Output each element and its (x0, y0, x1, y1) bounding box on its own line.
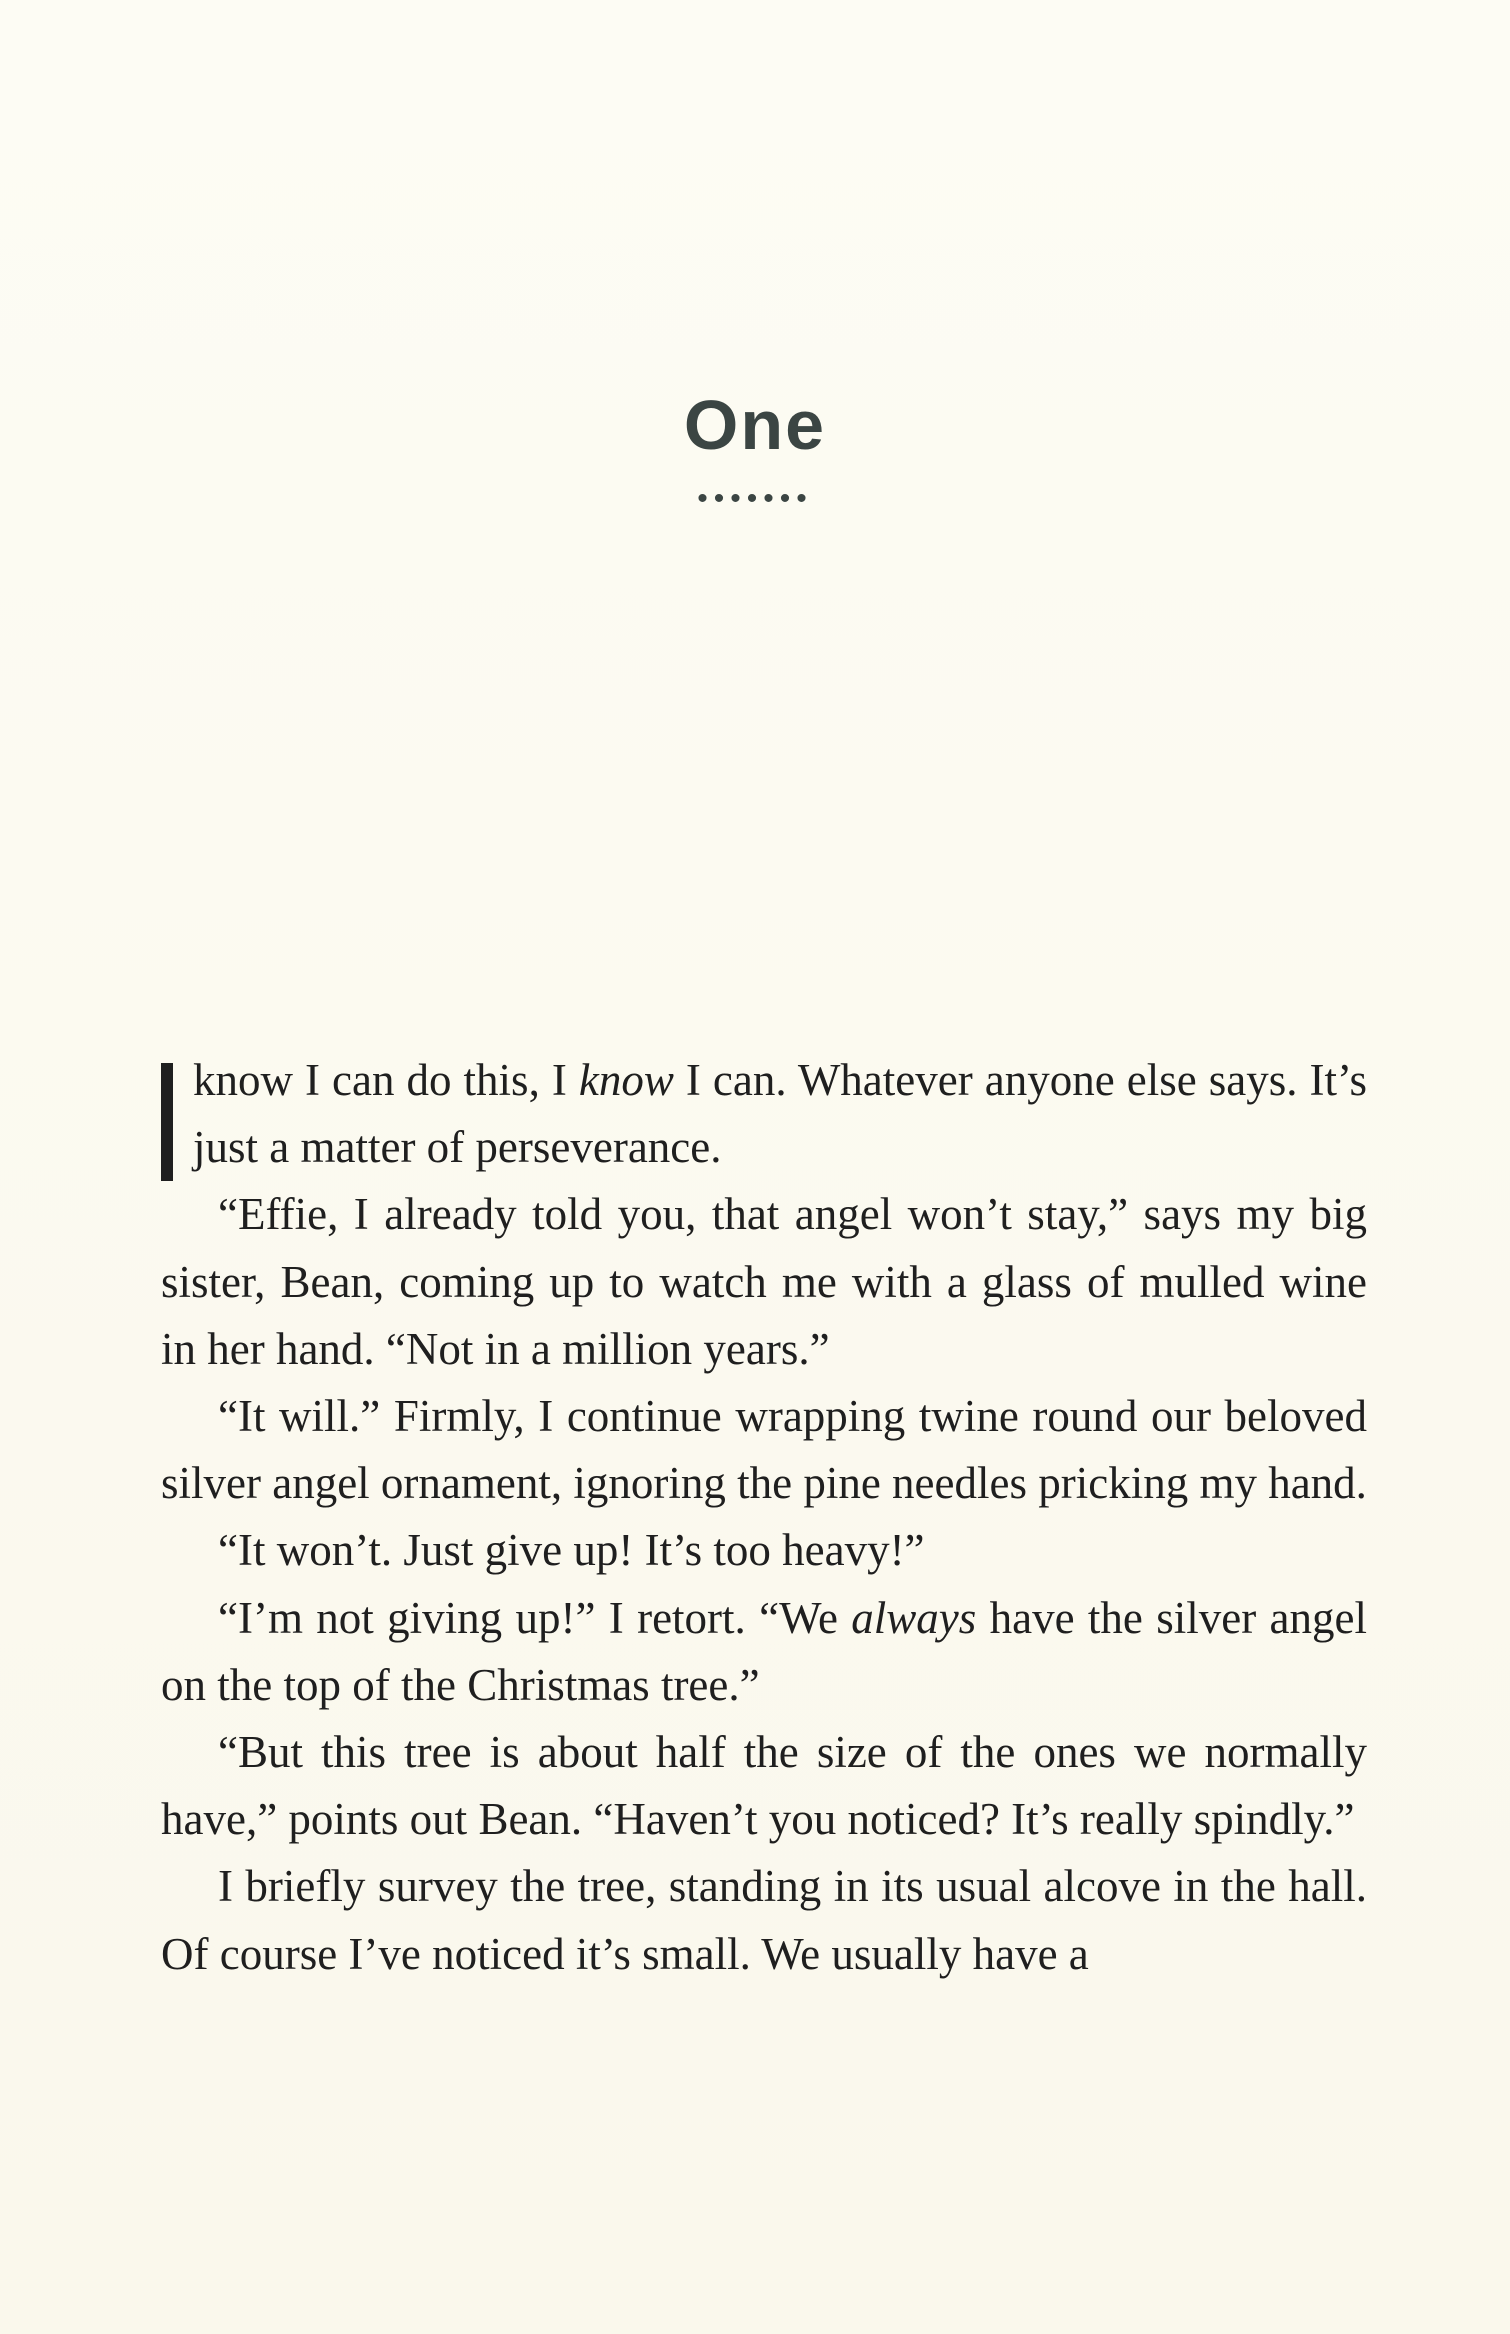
text-run: “It will.” Firmly, I continue wrapping twine round our beloved silver angel ornament, ignoring the pine needles pricking my hand. (161, 1391, 1367, 1509)
emphasis-text: know (578, 1055, 674, 1105)
emphasis-text: always (851, 1592, 977, 1643)
text-run: “I’m not giving up!” I retort. “We (218, 1592, 852, 1643)
text-run: I can. Whatever anyone else says. It’s just a matter of perseverance. (193, 1055, 1367, 1173)
text-run: have the silver angel on the top of the Christmas tree.” (161, 1592, 1367, 1710)
paragraph (161, 1047, 1367, 1181)
text-run: “But this tree is about half the size of the ones we normally have,” points out Bean. “Haven’t you noticed? It’s really spindly.” (161, 1727, 1367, 1845)
paragraph (161, 1585, 1367, 1719)
chapter-ornament: ••••••• (697, 482, 813, 515)
paragraph (161, 1383, 1367, 1517)
paragraph (161, 1853, 1367, 1987)
text-run: know I can do this, I (193, 1055, 579, 1105)
paragraph (161, 1181, 1367, 1383)
body-text (161, 1047, 1367, 1988)
drop-cap-letter (161, 1063, 173, 1181)
text-run: “Effie, I already told you, that angel won’t stay,” says my big sister, Bean, coming up to watch me with a glass of mulled wine in her hand. “Not in a million years.” (161, 1189, 1367, 1374)
chapter-title: One (683, 386, 827, 464)
text-run: “It won’t. Just give up! It’s too heavy!” (218, 1525, 925, 1576)
paragraph (161, 1517, 1367, 1584)
text-run: I briefly survey the tree, standing in its usual alcove in the hall. Of course I’ve noticed it’s small. We usually have a (161, 1861, 1367, 1979)
paragraph (161, 1719, 1367, 1853)
